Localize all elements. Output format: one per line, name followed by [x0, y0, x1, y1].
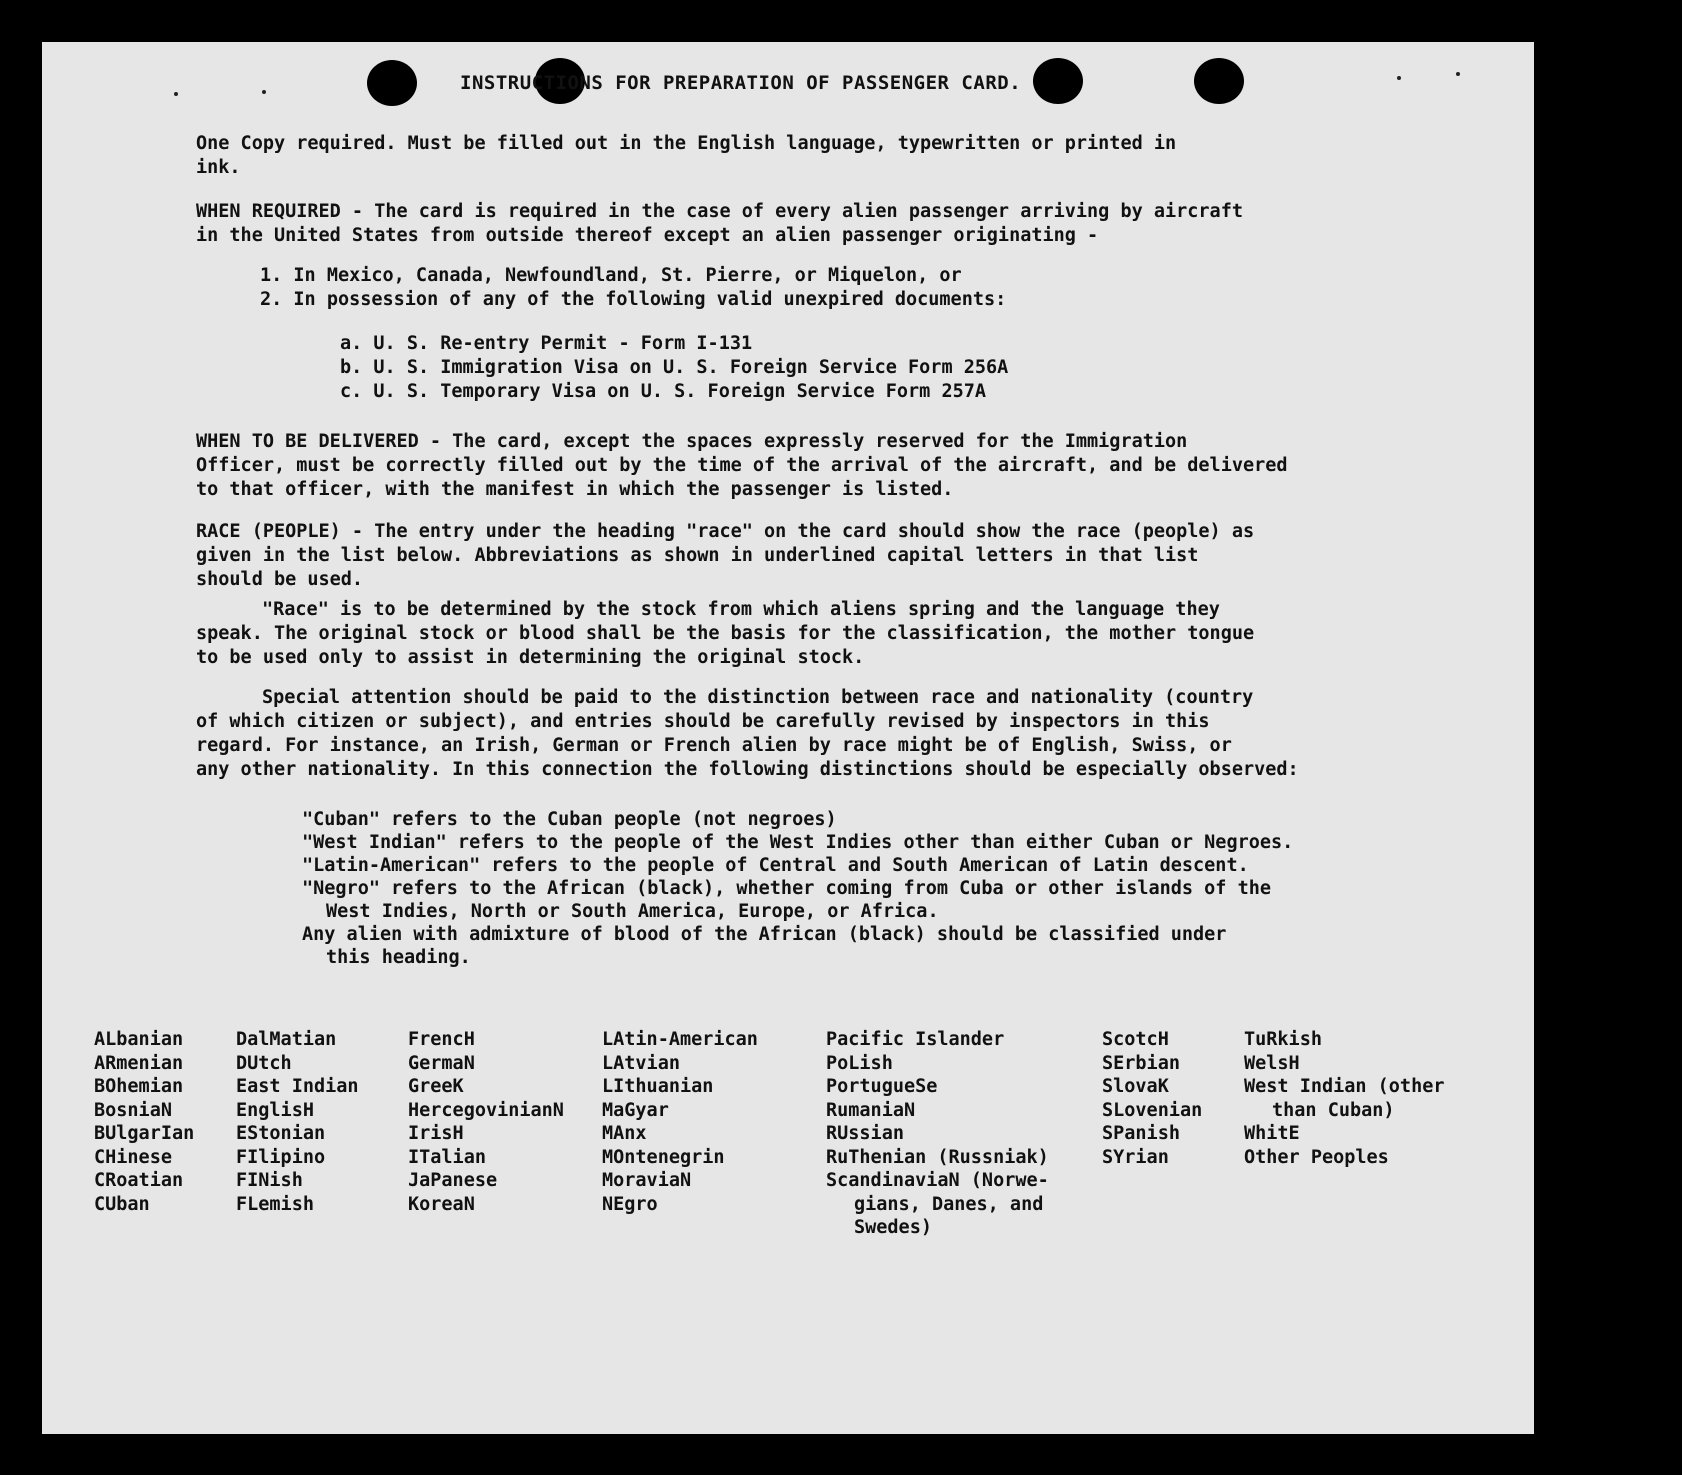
- list-item: "Latin-American" refers to the people of Central and South American of Latin descent.: [302, 855, 1249, 876]
- race-list-column-3: [408, 1028, 564, 1216]
- list-item: Any alien with admixture of blood of the African (black) should be classified under: [302, 924, 1227, 945]
- race-entry: SErbian: [1102, 1052, 1180, 1074]
- list-item: "Negro" refers to the African (black), whether coming from Cuba or other islands of the: [302, 878, 1272, 899]
- document-page: [42, 42, 1534, 1434]
- race-entry: CUban: [94, 1193, 150, 1215]
- list-item: West Indies, North or South America, Europe, or Africa.: [326, 901, 939, 922]
- list-item: c. U. S. Temporary Visa on U. S. Foreign Service Form 257A: [340, 381, 987, 402]
- race-entry: DUtch: [236, 1052, 292, 1074]
- race-text: RACE (PEOPLE) - The entry under the heading "race" on the card should show the race (people) as given in the list below. Abbreviations as shown in underlined capital letters in that list should be used.: [196, 521, 1255, 590]
- race-list-column-1: [94, 1028, 194, 1216]
- race-entry: FINish: [236, 1170, 303, 1191]
- race-entry: ITalian: [408, 1146, 486, 1168]
- race-entry: gians, Danes, and: [854, 1193, 1044, 1215]
- race-entry: MaGyar: [602, 1099, 669, 1121]
- race-list-column-2: [236, 1028, 359, 1216]
- race-entry: SlovaK: [1102, 1076, 1169, 1097]
- race-entry: MOntenegrin: [602, 1146, 725, 1168]
- race-entry: PoLish: [826, 1052, 893, 1074]
- race-entry: LAtvian: [602, 1052, 680, 1074]
- list-item: b. U. S. Immigration Visa on U. S. Foreign Service Form 256A: [340, 357, 1009, 378]
- race-entry: RUssian: [826, 1123, 904, 1144]
- race-entry: LAtin-American: [602, 1029, 758, 1050]
- race-entry: Other Peoples: [1244, 1146, 1389, 1168]
- special-attention-text: Special attention should be paid to the distinction between race and nationality (country of which citizen or subject), and entries should be carefully revised by inspectors in this regard. For instance, an Irish, German or French alien by race might be of English, Swiss, or any other nationality. In this connection the following distinctions should be especially observed:: [196, 687, 1299, 780]
- race-list-column-6: [1102, 1028, 1202, 1169]
- race-entry: FrencH: [408, 1029, 475, 1050]
- race-entry: IrisH: [408, 1123, 464, 1144]
- list-item: this heading.: [326, 947, 471, 968]
- race-entry: KoreaN: [408, 1193, 475, 1215]
- list-item: "Cuban" refers to the Cuban people (not negroes): [302, 809, 837, 830]
- race-entry: MoraviaN: [602, 1170, 692, 1191]
- race-list-column-5: [826, 1028, 1049, 1240]
- race-entry: CRoatian: [94, 1170, 184, 1191]
- race-entry: JaPanese: [408, 1170, 498, 1191]
- punch-hole: [1033, 58, 1083, 104]
- race-entry: WelsH: [1244, 1052, 1300, 1074]
- speck: [1397, 76, 1401, 80]
- race-entry: SPanish: [1102, 1123, 1180, 1144]
- race-entry: EStonian: [236, 1123, 326, 1144]
- race-entry: HercegovinianN: [408, 1099, 564, 1121]
- speck: [1456, 72, 1460, 76]
- race-entry: WhitE: [1244, 1123, 1300, 1144]
- race-list-column-4: [602, 1028, 758, 1216]
- list-item: a. U. S. Re-entry Permit - Form I-131: [340, 333, 753, 354]
- race-entry: NEgro: [602, 1193, 658, 1215]
- copy-required-text: One Copy required. Must be filled out in the English language, typewritten or printed in ink.: [196, 133, 1177, 178]
- race-entry: DalMatian: [236, 1029, 337, 1050]
- race-list-column-7: [1244, 1028, 1444, 1169]
- punch-hole: [1194, 58, 1244, 104]
- punch-hole: [367, 60, 417, 106]
- speck: [174, 92, 178, 96]
- race-entry: TuRkish: [1244, 1029, 1322, 1050]
- race-entry: EnglisH: [236, 1099, 314, 1121]
- distinctions-list: [302, 808, 1293, 969]
- lettered-list: [340, 332, 1008, 404]
- speck: [262, 90, 266, 94]
- race-entry: BosniaN: [94, 1099, 172, 1121]
- race-entry: RumaniaN: [826, 1099, 916, 1121]
- race-entry: LIthuanian: [602, 1076, 714, 1097]
- numbered-list: [260, 264, 1006, 312]
- race-entry: CHinese: [94, 1146, 172, 1168]
- race-entry: SYrian: [1102, 1146, 1169, 1168]
- race-definition-text: "Race" is to be determined by the stock from which aliens spring and the language they speak. The original stock or blood shall be the basis for the classification, the mother tongue to be used only to assist in determining the original stock.: [196, 599, 1255, 668]
- race-entry: West Indian (other: [1244, 1076, 1445, 1097]
- race-entry: East Indian: [236, 1076, 359, 1097]
- race-entry: BUlgarIan: [94, 1123, 195, 1144]
- race-entry: ARmenian: [94, 1052, 184, 1074]
- race-entry: FIlipino: [236, 1146, 326, 1168]
- race-entry: RuThenian (Russniak): [826, 1146, 1049, 1168]
- race-entry: BOhemian: [94, 1076, 184, 1097]
- race-entry: GreeK: [408, 1076, 464, 1097]
- when-required-text: WHEN REQUIRED - The card is required in the case of every alien passenger arriving by aircraft in the United States from outside thereof except an alien passenger originating -: [196, 201, 1243, 246]
- race-entry: Swedes): [854, 1217, 932, 1238]
- race-entry: ScotcH: [1102, 1029, 1169, 1050]
- race-entry: SLovenian: [1102, 1099, 1203, 1121]
- race-entry: ALbanian: [94, 1029, 184, 1050]
- page-title: INSTRUCTIONS FOR PREPARATION OF PASSENGER CARD.: [460, 72, 1022, 94]
- list-item: 2. In possession of any of the following valid unexpired documents:: [260, 289, 1007, 310]
- race-entry: PortugueSe: [826, 1076, 938, 1097]
- race-entry: FLemish: [236, 1193, 314, 1215]
- race-entry: than Cuban): [1272, 1099, 1395, 1121]
- race-entry: GermaN: [408, 1052, 475, 1074]
- race-entry: MAnx: [602, 1123, 647, 1144]
- race-entry: Pacific Islander: [826, 1029, 1005, 1050]
- list-item: "West Indian" refers to the people of the West Indies other than either Cuban or Negroes.: [302, 832, 1294, 853]
- list-item: 1. In Mexico, Canada, Newfoundland, St. Pierre, or Miquelon, or: [260, 265, 962, 286]
- race-entry: ScandinaviaN (Norwe-: [826, 1170, 1049, 1191]
- when-delivered-text: WHEN TO BE DELIVERED - The card, except the spaces expressly reserved for the Immigration Officer, must be correctly filled out by the time of the arrival of the aircraft, and be delivered to that officer, with the manifest in which the passenger is listed.: [196, 431, 1288, 500]
